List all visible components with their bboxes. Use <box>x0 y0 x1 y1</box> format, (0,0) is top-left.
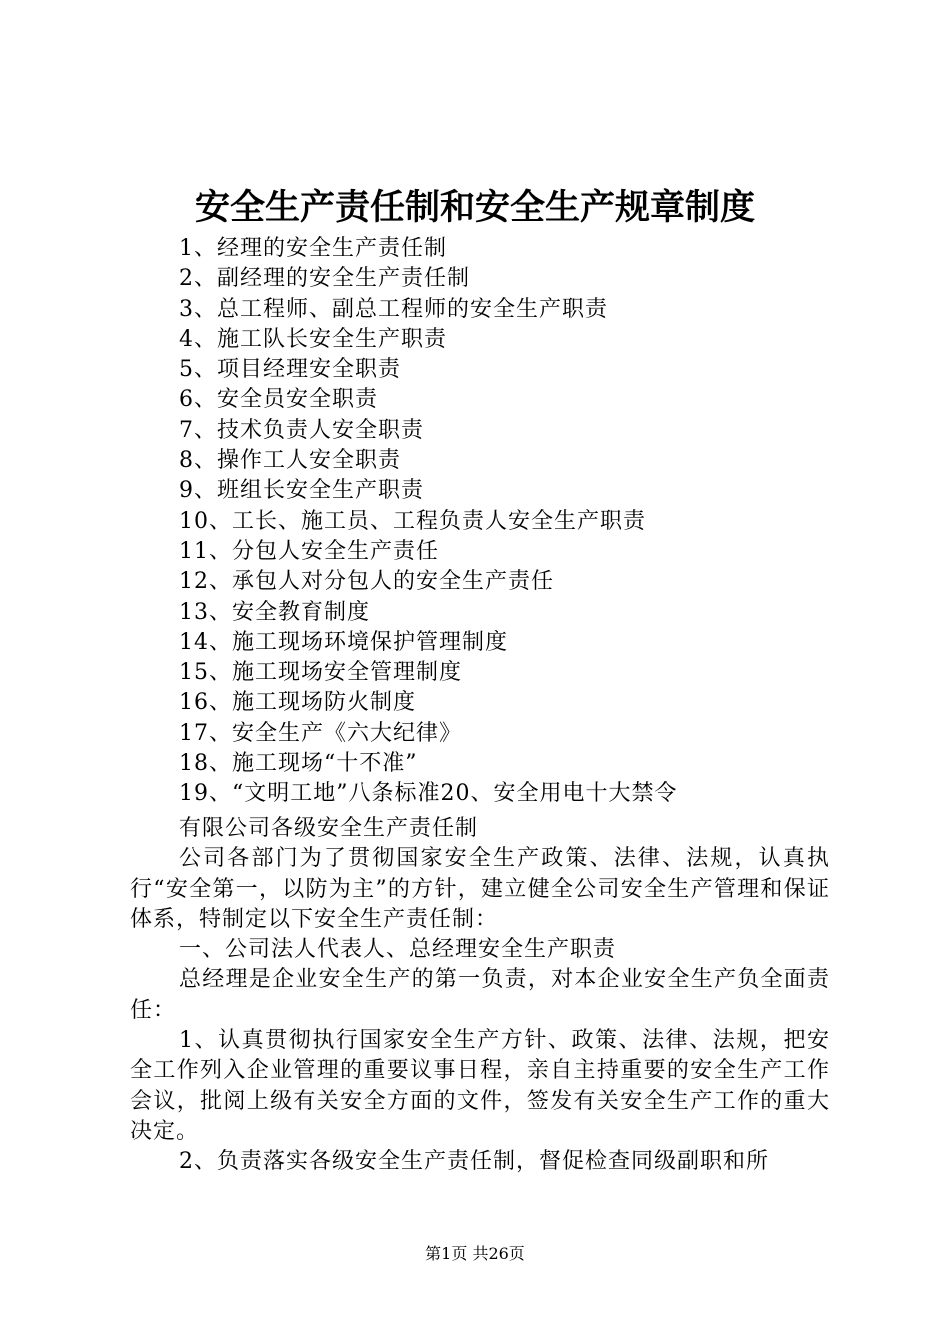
toc-item: 15、施工现场安全管理制度 <box>179 660 462 686</box>
toc-item: 19、“文明工地”八条标准20、安全用电十大禁令 <box>179 781 678 807</box>
toc-item: 13、安全教育制度 <box>179 599 370 625</box>
body-paragraph: 公司各部门为了贯彻国家安全生产政策、法律、法规，认真执行“安全第一，以防为主”的方针，建立健全公司安全生产管理和保证体系，特制定以下安全生产责任制： <box>130 846 830 932</box>
body-paragraph: 2、负责落实各级安全生产责任制，督促检查同级副职和所 <box>179 1149 769 1175</box>
toc-item: 3、总工程师、副总工程师的安全生产职责 <box>179 296 608 322</box>
toc-list <box>179 234 677 810</box>
toc-item: 4、施工队长安全生产职责 <box>179 326 447 352</box>
body-paragraph: 1、认真贯彻执行国家安全生产方针、政策、法律、法规，把安全工作列入企业管理的重要议事日程，亲自主持重要的安全生产工作会议，批阅上级有关安全方面的文件，签发有关安全生产工作的重大决定。 <box>130 1028 830 1144</box>
toc-item: 1、经理的安全生产责任制 <box>179 236 447 261</box>
section-heading: 有限公司各级安全生产责任制 <box>179 816 479 841</box>
toc-item: 5、项目经理安全职责 <box>179 357 401 383</box>
toc-item: 17、安全生产《六大纪律》 <box>179 720 462 746</box>
toc-item: 12、承包人对分包人的安全生产责任 <box>179 569 554 595</box>
toc-item: 10、工长、施工员、工程负责人安全生产职责 <box>179 508 646 534</box>
toc-item: 8、操作工人安全职责 <box>179 448 401 474</box>
toc-item: 14、施工现场环境保护管理制度 <box>179 629 508 655</box>
section-heading: 一、公司法人代表人、总经理安全生产职责 <box>179 937 617 963</box>
toc-item: 9、班组长安全生产职责 <box>179 478 424 504</box>
document-body <box>130 814 830 1178</box>
body-paragraph: 总经理是企业安全生产的第一负责，对本企业安全生产负全面责任： <box>130 967 830 1023</box>
toc-item: 11、分包人安全生产责任 <box>179 538 439 564</box>
page-footer: 第1页 共26页 <box>425 1244 525 1263</box>
toc-item: 18、施工现场“十不准” <box>179 751 418 777</box>
toc-item: 6、安全员安全职责 <box>179 387 378 413</box>
toc-item: 7、技术负责人安全职责 <box>179 417 424 443</box>
document-title: 安全生产责任制和安全生产规章制度 <box>194 187 755 228</box>
toc-item: 2、副经理的安全生产责任制 <box>179 266 470 292</box>
toc-item: 16、施工现场防火制度 <box>179 690 416 716</box>
